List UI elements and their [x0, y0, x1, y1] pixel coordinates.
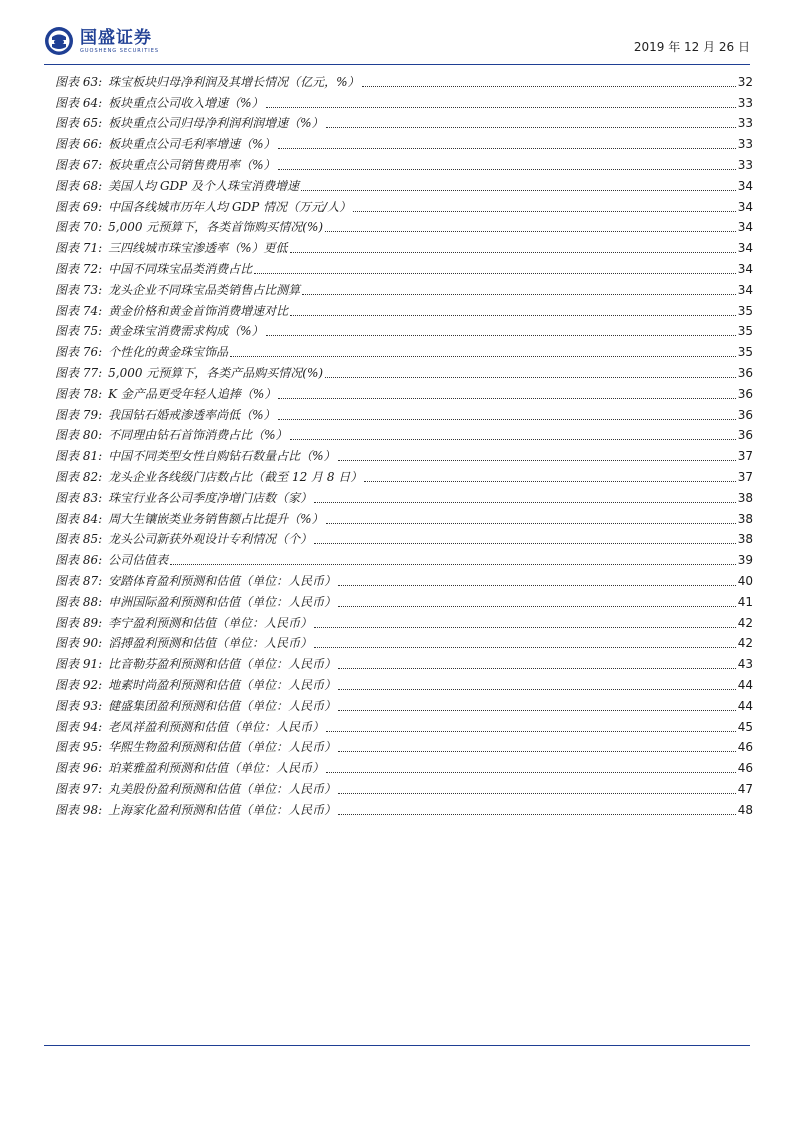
toc-entry[interactable]: [55, 443, 753, 464]
figure-title: 板块重点公司收入增速（%）: [108, 95, 264, 110]
figure-number: 图表 70:: [55, 220, 103, 235]
header-divider: [44, 64, 750, 65]
figure-number: 图表 89:: [55, 615, 103, 630]
toc-entry[interactable]: [55, 776, 753, 797]
toc-entry[interactable]: [55, 485, 753, 506]
toc-entry[interactable]: [55, 797, 753, 818]
figure-number: 图表 66:: [55, 137, 103, 152]
figure-title: 中国不同珠宝品类消费占比: [108, 261, 253, 276]
dot-leader: [338, 460, 736, 461]
toc-entry[interactable]: [55, 360, 753, 381]
page-header: [44, 22, 750, 60]
dot-leader: [325, 377, 736, 378]
figure-number: 图表 90:: [55, 636, 103, 651]
dot-leader: [266, 107, 736, 108]
figure-number: 图表 83:: [55, 490, 103, 505]
dot-leader: [314, 502, 736, 503]
page-number: 38: [737, 490, 753, 505]
dot-leader: [326, 772, 736, 773]
figure-number: 图表 94:: [55, 719, 103, 734]
dot-leader: [302, 294, 736, 295]
company-logo: [44, 22, 159, 60]
figure-title: 龙头企业不同珠宝品类销售占比测算: [108, 282, 301, 297]
figure-title: 比音勒芬盈利预测和估值（单位：人民币）: [108, 657, 337, 672]
figure-number: 图表 79:: [55, 407, 103, 422]
page-number: 33: [737, 157, 753, 172]
page-number: 45: [737, 719, 753, 734]
toc-entry[interactable]: [55, 215, 753, 236]
dot-leader: [338, 668, 736, 669]
dot-leader: [278, 148, 736, 149]
figure-title: K 金产品更受年轻人追捧（%）: [108, 386, 277, 401]
figure-title: 黄金价格和黄金首饰消费增速对比: [108, 303, 289, 318]
dot-leader: [314, 543, 736, 544]
figure-number: 图表 73:: [55, 282, 103, 297]
report-date: 2019 年 12 月 26 日: [633, 40, 750, 54]
toc-entry[interactable]: [55, 69, 753, 90]
figure-title: 中国不同类型女性自购钻石数量占比（%）: [108, 449, 336, 464]
figure-number: 图表 75:: [55, 324, 103, 339]
page-number: 44: [737, 698, 753, 713]
page-number: 35: [737, 324, 753, 339]
figure-title: 板块重点公司归母净利润利润增速（%）: [108, 116, 324, 131]
figure-number: 图表 96:: [55, 761, 103, 776]
toc-entry[interactable]: [55, 339, 753, 360]
page-number: 33: [737, 137, 753, 152]
page-number: 42: [737, 615, 753, 630]
dot-leader: [254, 273, 736, 274]
toc-entry[interactable]: [55, 381, 753, 402]
figure-title: 地素时尚盈利预测和估值（单位：人民币）: [108, 677, 337, 692]
dot-leader: [338, 606, 736, 607]
figure-title: 中国各线城市历年人均 GDP 情况（万元/人）: [108, 199, 352, 214]
dot-leader: [278, 169, 736, 170]
figure-title: 我国钻石婚戒渗透率尚低（%）: [108, 407, 276, 422]
dot-leader: [338, 814, 736, 815]
page-number: 39: [737, 553, 753, 568]
page-number: 46: [737, 740, 753, 755]
figure-number: 图表 91:: [55, 657, 103, 672]
figure-title: 珠宝板块归母净利润及其增长情况（亿元，%）: [108, 74, 360, 89]
figure-number: 图表 98:: [55, 802, 103, 817]
dot-leader: [170, 564, 736, 565]
figure-title: 不同理由钻石首饰消费占比（%）: [108, 428, 288, 443]
page-number: 46: [737, 761, 753, 776]
figure-title: 华熙生物盈利预测和估值（单位：人民币）: [108, 740, 337, 755]
toc-entry[interactable]: [55, 506, 753, 527]
toc-entry[interactable]: [55, 277, 753, 298]
figure-title: 安踏体育盈利预测和估值（单位：人民币）: [108, 573, 337, 588]
page-number: 44: [737, 677, 753, 692]
toc-entry[interactable]: [55, 568, 753, 589]
page-number: 36: [737, 386, 753, 401]
toc-entry[interactable]: [55, 423, 753, 444]
dot-leader: [338, 710, 736, 711]
figure-number: 图表 97:: [55, 781, 103, 796]
figure-number: 图表 95:: [55, 740, 103, 755]
page-number: 34: [737, 178, 753, 193]
figure-title: 5,000 元预算下，各类首饰购买情况(%): [108, 220, 324, 235]
toc-entry[interactable]: [55, 672, 753, 693]
dot-leader: [314, 627, 736, 628]
figure-number: 图表 72:: [55, 261, 103, 276]
figure-number: 图表 93:: [55, 698, 103, 713]
toc-entry[interactable]: [55, 173, 753, 194]
figure-list: [55, 69, 753, 818]
figure-title: 老凤祥盈利预测和估值（单位：人民币）: [108, 719, 325, 734]
dot-leader: [338, 689, 736, 690]
dot-leader: [326, 523, 736, 524]
figure-title: 5,000 元预算下，各类产品购买情况(%): [108, 365, 324, 380]
toc-entry[interactable]: [55, 547, 753, 568]
figure-number: 图表 88:: [55, 594, 103, 609]
page-number: 40: [737, 573, 753, 588]
figure-title: 龙头企业各线级门店数占比（截至 12 月 8 日）: [108, 469, 363, 484]
dot-leader: [290, 252, 736, 253]
page-number: 36: [737, 365, 753, 380]
toc-entry[interactable]: [55, 402, 753, 423]
page-number: 48: [737, 802, 753, 817]
figure-title: 个性化的黄金珠宝饰品: [108, 345, 229, 360]
toc-entry[interactable]: [55, 631, 753, 652]
toc-entry[interactable]: [55, 527, 753, 548]
page-number: 32: [737, 74, 753, 89]
dot-leader: [290, 439, 736, 440]
page-number: 41: [737, 594, 753, 609]
figure-title: 龙头公司新获外观设计专利情况（个）: [108, 532, 313, 547]
toc-entry[interactable]: [55, 131, 753, 152]
figure-number: 图表 69:: [55, 199, 103, 214]
figure-number: 图表 63:: [55, 74, 103, 89]
page-number: 38: [737, 532, 753, 547]
figure-title: 李宁盈利预测和估值（单位：人民币）: [108, 615, 313, 630]
page-number: 43: [737, 657, 753, 672]
figure-number: 图表 80:: [55, 428, 103, 443]
figure-number: 图表 64:: [55, 95, 103, 110]
figure-number: 图表 85:: [55, 532, 103, 547]
figure-number: 图表 87:: [55, 573, 103, 588]
toc-entry[interactable]: [55, 464, 753, 485]
figure-title: 板块重点公司销售费用率（%）: [108, 157, 276, 172]
page-number: 47: [737, 781, 753, 796]
page-number: 35: [737, 345, 753, 360]
dot-leader: [301, 190, 736, 191]
toc-entry[interactable]: [55, 319, 753, 340]
figure-number: 图表 92:: [55, 677, 103, 692]
dot-leader: [326, 731, 736, 732]
figure-title: 板块重点公司毛利率增速（%）: [108, 137, 276, 152]
figure-number: 图表 82:: [55, 469, 103, 484]
page-number: 35: [737, 303, 753, 318]
page-number: 37: [737, 469, 753, 484]
dot-leader: [290, 315, 736, 316]
toc-entry[interactable]: [55, 256, 753, 277]
page-number: 33: [737, 95, 753, 110]
figure-number: 图表 77:: [55, 365, 103, 380]
dot-leader: [230, 356, 736, 357]
figure-number: 图表 81:: [55, 449, 103, 464]
page-number: 33: [737, 116, 753, 131]
toc-entry[interactable]: [55, 735, 753, 756]
figure-title: 三四线城市珠宝渗透率（%）更低: [108, 241, 288, 256]
dot-leader: [314, 647, 736, 648]
figure-title: 美国人均 GDP 及个人珠宝消费增速: [108, 178, 300, 193]
toc-entry[interactable]: [55, 755, 753, 776]
guosheng-logo-icon: [44, 26, 74, 56]
figure-number: 图表 65:: [55, 116, 103, 131]
toc-entry[interactable]: [55, 589, 753, 610]
page-number: 34: [737, 282, 753, 297]
figure-title: 珀莱雅盈利预测和估值（单位：人民币）: [108, 761, 325, 776]
dot-leader: [362, 86, 736, 87]
footer-divider: [44, 1045, 750, 1046]
page-number: 34: [737, 261, 753, 276]
dot-leader: [338, 585, 736, 586]
dot-leader: [278, 419, 736, 420]
logo-name-en: GUOSHENG SECURITIES: [80, 47, 160, 54]
dot-leader: [338, 793, 736, 794]
toc-entry[interactable]: [55, 610, 753, 631]
logo-name-cn: 国盛证券: [80, 27, 152, 48]
figure-number: 图表 86:: [55, 553, 103, 568]
figure-title: 公司估值表: [108, 553, 169, 568]
page-number: 36: [737, 407, 753, 422]
figure-title: 丸美股份盈利预测和估值（单位：人民币）: [108, 781, 337, 796]
figure-title: 上海家化盈利预测和估值（单位：人民币）: [108, 802, 337, 817]
toc-entry[interactable]: [55, 90, 753, 111]
dot-leader: [325, 231, 736, 232]
dot-leader: [326, 127, 736, 128]
toc-entry[interactable]: [55, 693, 753, 714]
toc-entry[interactable]: [55, 111, 753, 132]
page-number: 38: [737, 511, 753, 526]
figure-number: 图表 78:: [55, 386, 103, 401]
figure-number: 图表 84:: [55, 511, 103, 526]
page-number: 37: [737, 449, 753, 464]
page-number: 34: [737, 241, 753, 256]
figure-number: 图表 68:: [55, 178, 103, 193]
figure-title: 周大生镶嵌类业务销售额占比提升（%）: [108, 511, 324, 526]
page-number: 36: [737, 428, 753, 443]
dot-leader: [278, 398, 735, 399]
figure-title: 健盛集团盈利预测和估值（单位：人民币）: [108, 698, 337, 713]
toc-entry[interactable]: [55, 235, 753, 256]
figure-number: 图表 74:: [55, 303, 103, 318]
figure-title: 黄金珠宝消费需求构成（%）: [108, 324, 264, 339]
dot-leader: [338, 751, 736, 752]
page-number: 34: [737, 220, 753, 235]
page-number: 42: [737, 636, 753, 651]
toc-entry[interactable]: [55, 298, 753, 319]
page-number: 34: [737, 199, 753, 214]
toc-entry[interactable]: [55, 194, 753, 215]
figure-number: 图表 67:: [55, 157, 103, 172]
figure-number: 图表 76:: [55, 345, 103, 360]
figure-title: 滔搏盈利预测和估值（单位：人民币）: [108, 636, 313, 651]
dot-leader: [353, 211, 736, 212]
dot-leader: [266, 335, 736, 336]
toc-entry[interactable]: [55, 152, 753, 173]
toc-entry[interactable]: [55, 651, 753, 672]
dot-leader: [364, 481, 735, 482]
figure-title: 珠宝行业各公司季度净增门店数（家）: [108, 490, 313, 505]
toc-entry[interactable]: [55, 714, 753, 735]
figure-number: 图表 71:: [55, 241, 103, 256]
figure-title: 申洲国际盈利预测和估值（单位：人民币）: [108, 594, 337, 609]
